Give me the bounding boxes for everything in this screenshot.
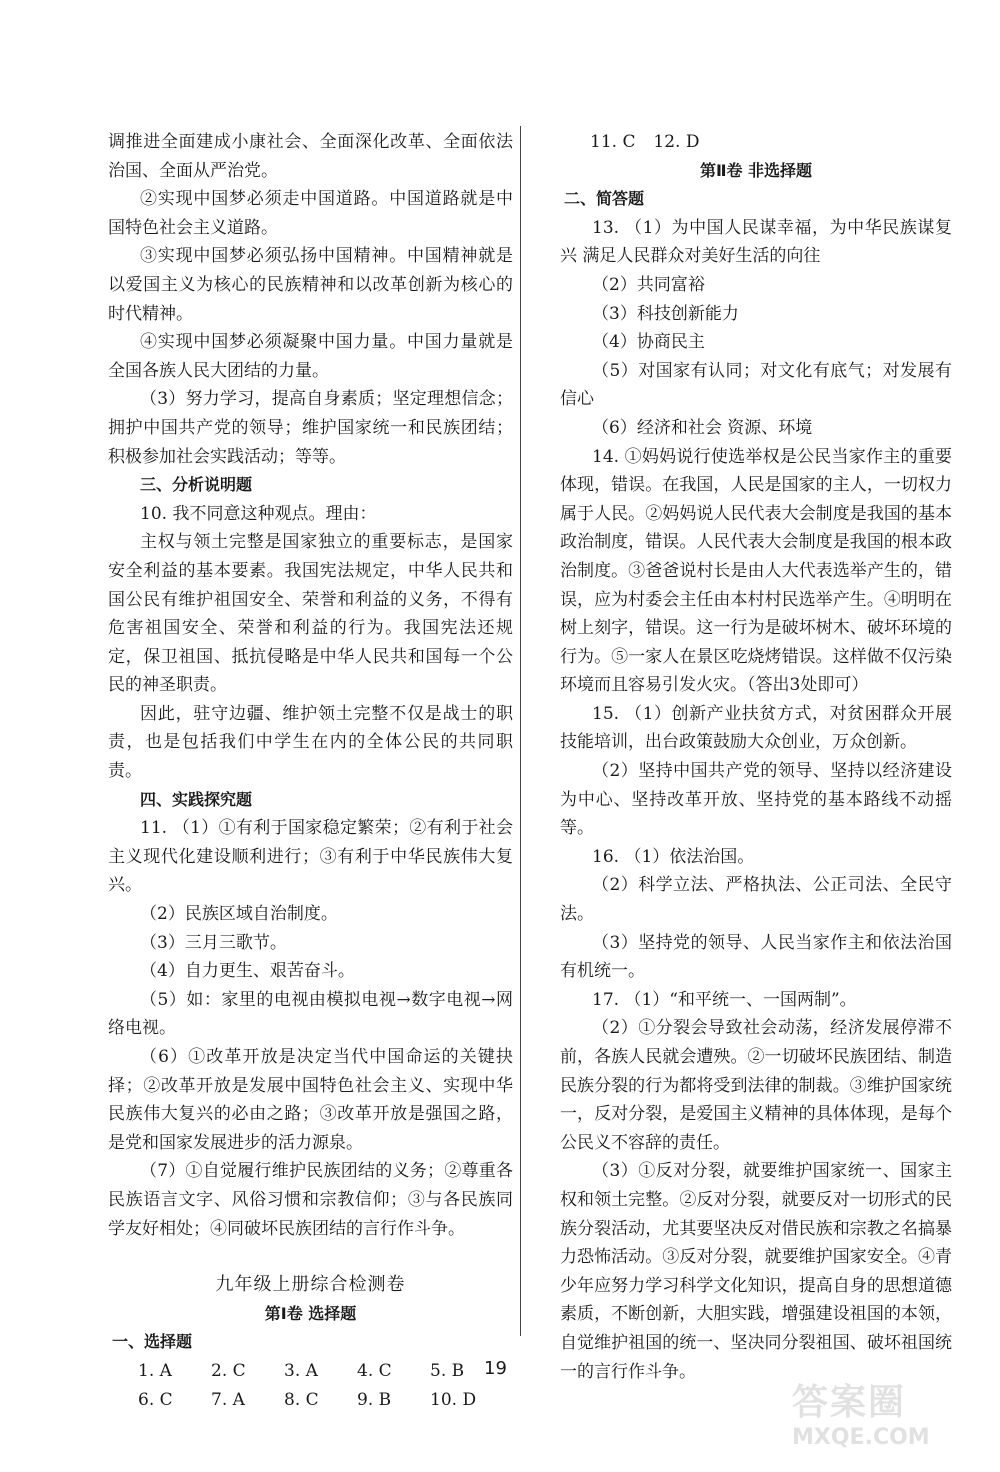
question-11-part: （4）自力更生、艰苦奋斗。 (140, 961, 355, 982)
question-13-part: （5）对国家有认同；对文化有底气；对发展有信心 (560, 360, 952, 410)
question-11-part: （6）①改革开放是决定当代中国命运的关键抉择；②改革开放是发展中国特色社会主义、实现中华民族伟大复兴的必由之路；③改革开放是强国之路，是党和国家发展进步的活力源泉。 (108, 1047, 513, 1153)
answer-item: 12. D (653, 132, 700, 152)
question-11-part: （5）如：家里的电视由模拟电视→数字电视→网络电视。 (108, 989, 513, 1039)
column-divider (520, 126, 521, 1336)
question-17-part: （2）①分裂会导致社会动荡，经济发展停滞不前，各族人民就会遭殃。②一切破坏民族团结、制造民族分裂的行为都将受到法律的制裁。③维护国家统一，反对分裂，是爱国主义精神的具体体现，是每个公民义不容辞的责任。 (560, 1018, 952, 1153)
question-17-part: 17. （1）“和平统一、一国两制”。 (592, 989, 857, 1010)
text-paragraph: （3）努力学习，提高自身素质；坚定理想信念；拥护中国共产党的领导；维护国家统一和民族团结；积极参加社会实践活动；等等。 (108, 389, 513, 467)
page-number: 19 (484, 1358, 507, 1379)
section-heading: 二、简答题 (564, 189, 645, 209)
question-17-part: （3）①反对分裂，就要维护国家统一、国家主权和领土完整。②反对分裂，就要反对一切形式的民族分裂活动，尤其要坚决反对借民族和宗教之名搞暴力恐怖活动。③反对分裂，就要维护国家安全。④青少年应努力学习科学文化知识，提高自身的思想道德素质，不断创新，大胆实践，增强建设祖国的本领，自觉维护祖国的统一、坚决同分裂祖国、破坏祖国统一的言行作斗争。 (560, 1161, 952, 1382)
question-15-part: 15. （1）创新产业扶贫方式，对贫困群众开展技能培训，出台政策鼓励大众创业，万众创新。 (560, 703, 952, 753)
question-13-part: （4）协商民主 (592, 332, 705, 353)
exam-title: 九年级上册综合检测卷 (215, 1274, 406, 1296)
question-16-part: 16. （1）依法治国。 (592, 846, 755, 867)
text-paragraph: 调推进全面建成小康社会、全面深化改革、全面依法治国、全面从严治党。 (108, 132, 513, 181)
answer-row (108, 1386, 513, 1415)
watermark-logo (792, 1374, 988, 1460)
answer-item: 6. C (138, 1389, 173, 1410)
question-15-part: （2）坚持中国共产党的领导、坚持以经济建设为中心、坚持改革开放、坚持党的基本路线不动摇等。 (560, 761, 952, 839)
question-13-part: （2）共同富裕 (592, 274, 705, 295)
watermark-url: MXQE.COM (792, 1425, 930, 1450)
question-11-part: （3）三月三歌节。 (140, 932, 287, 953)
question-11-part: （7）①自觉履行维护民族团结的义务；②尊重各民族语言文字、风俗习惯和宗教信仰；③与各民族同学友好相处；④同破坏民族团结的言行作斗争。 (108, 1161, 513, 1239)
question-16-part: （3）坚持党的领导、人民当家作主和依法治国有机统一。 (560, 932, 952, 982)
text-paragraph: ④实现中国梦必须凝聚中国力量。中国力量就是全国各族人民大团结的力量。 (108, 332, 513, 381)
question-13-part: 13. （1）为中国人民谋幸福，为中华民族谋复兴 满足人民群众对美好生活的向往 (560, 217, 952, 267)
answer-item: 5. B (430, 1360, 465, 1381)
text-paragraph: ③实现中国梦必须弘扬中国精神。中国精神就是以爱国主义为核心的民族精神和以改革创新为核心的时代精神。 (108, 246, 513, 324)
section-heading: 三、分析说明题 (140, 475, 253, 495)
section-heading: 一、选择题 (112, 1332, 193, 1352)
question-10-intro: 10. 我不同意这种观点。理由： (140, 503, 377, 524)
question-16-part: （2）科学立法、严格执法、公正司法、全民守法。 (560, 875, 952, 925)
question-11-part: （2）民族区域自治制度。 (140, 904, 338, 925)
question-13-part: （3）科技创新能力 (592, 303, 739, 324)
question-14: 14. ①妈妈说行使选举权是公民当家作主的重要体现，错误。在我国，人民是国家的主人，一切权力属于人民。②妈妈说人民代表大会制度是我国的基本政治制度，错误。人民代表大会制度是我国的根本政治制度。③爸爸说村长是由人大代表选举产生的，错误，应为村委会主任由本村村民选举产生。④明明在树上刻字，错误。这一行为是破坏树木、破坏环境的行为。⑤一家人在景区吃烧烤错误。这样做不仅污染环境而且容易引发火灾。（答出3处即可） (560, 446, 952, 696)
answer-item: 8. C (284, 1389, 319, 1410)
question-13-part: （6）经济和社会 资源、环境 (592, 417, 813, 438)
answer-item: 10. D (430, 1389, 477, 1410)
answer-item: 7. A (211, 1389, 245, 1410)
text-paragraph: ②实现中国梦必须走中国道路。中国道路就是中国特色社会主义道路。 (108, 189, 513, 238)
watermark-logo-text: 答案圈 (792, 1382, 907, 1423)
part-title: 第Ⅰ卷 选择题 (264, 1303, 357, 1323)
answer-row (108, 1357, 513, 1386)
section-heading: 四、实践探究题 (140, 789, 253, 809)
answer-item: 3. A (284, 1360, 318, 1381)
text-paragraph: 主权与领土完整是国家独立的重要标志，是国家安全利益的基本要素。我国宪法规定，中华人民共和国公民有维护祖国安全、荣誉和利益的义务，不得有危害祖国安全、荣誉和利益的行为。我国宪法还规定，保卫祖国、抵抗侵略是中华人民共和国每一个公民的神圣职责。 (108, 532, 513, 696)
answer-item: 9. B (357, 1389, 392, 1410)
right-column (560, 128, 952, 1386)
answer-row (560, 128, 952, 157)
answer-item: 11. C (590, 132, 636, 152)
part-title: 第Ⅱ卷 非选择题 (699, 160, 813, 180)
left-column (108, 128, 513, 1414)
answer-item: 1. A (138, 1360, 172, 1381)
answer-item: 4. C (357, 1360, 392, 1381)
answer-item: 2. C (211, 1360, 246, 1381)
question-11-part: 11. （1）①有利于国家稳定繁荣；②有利于社会主义现代化建设顺利进行；③有利于中华民族伟大复兴。 (108, 818, 513, 896)
text-paragraph: 因此，驻守边疆、维护领土完整不仅是战士的职责，也是包括我们中学生在内的全体公民的共同职责。 (108, 703, 513, 782)
